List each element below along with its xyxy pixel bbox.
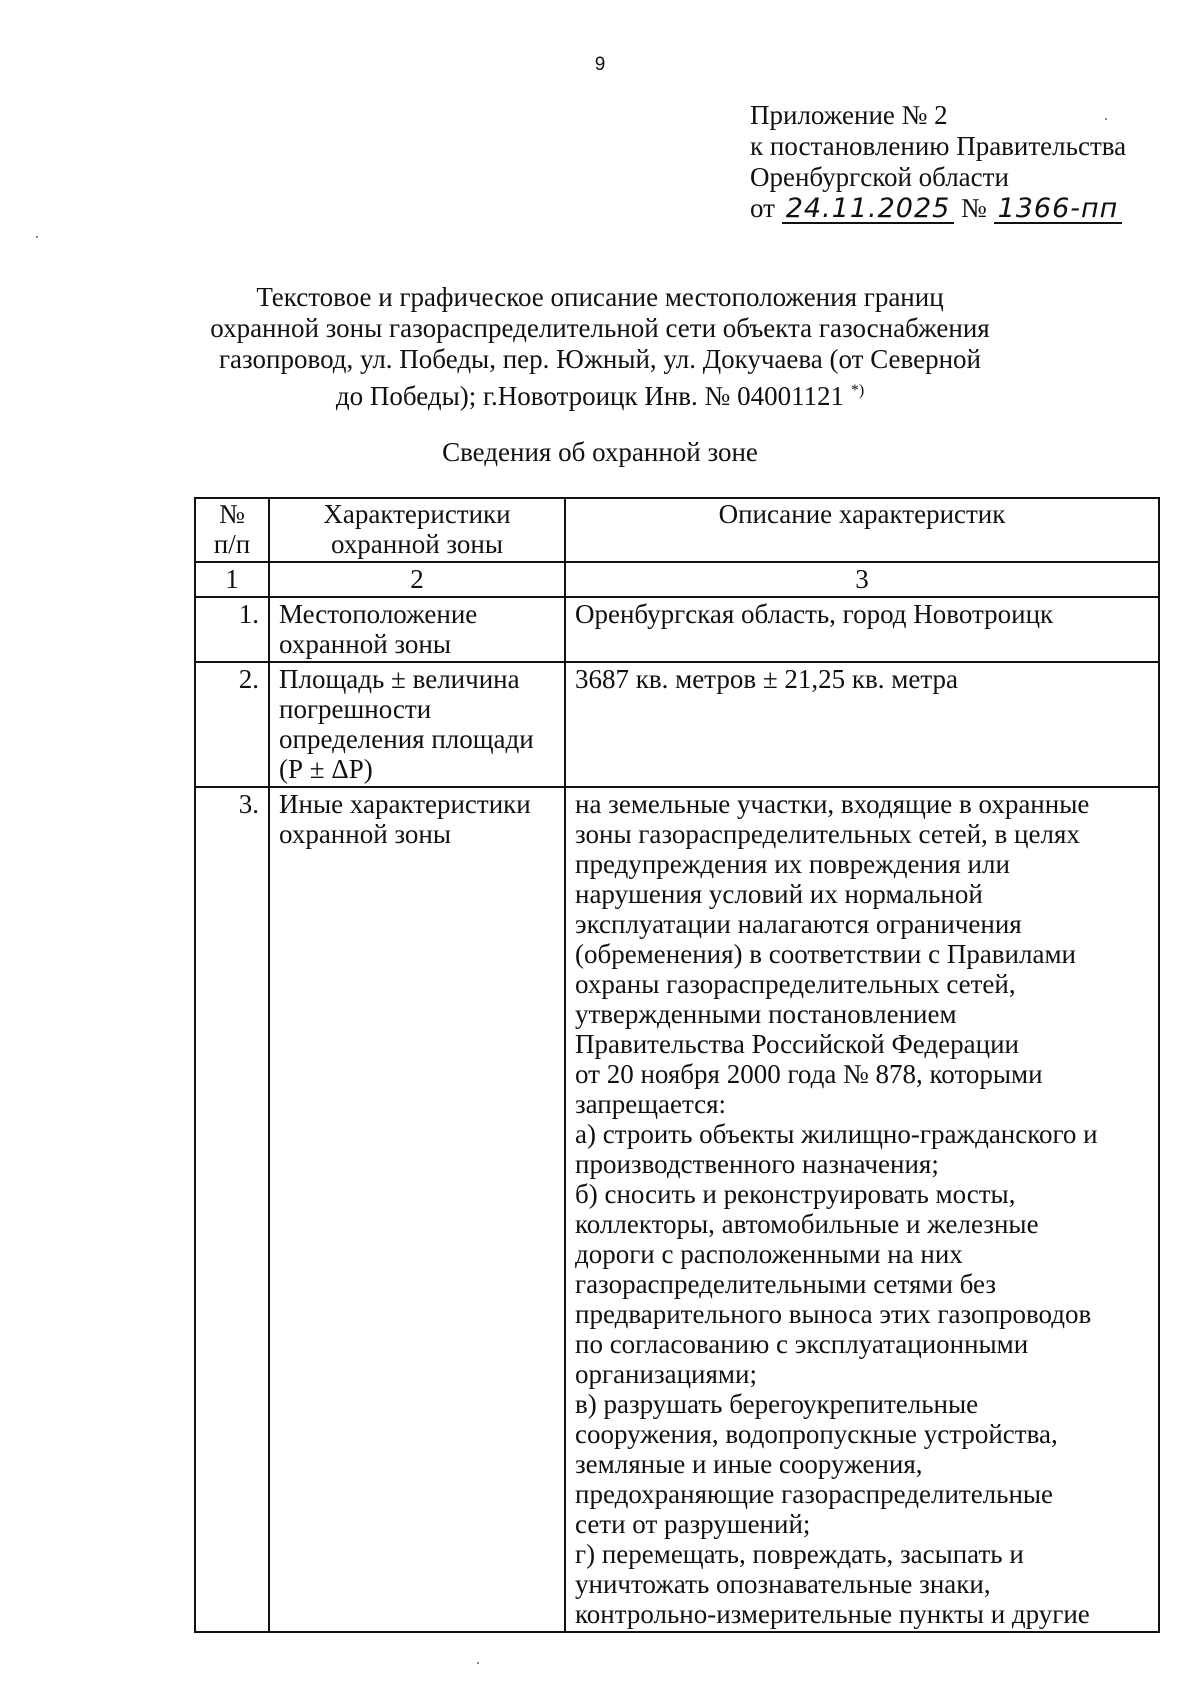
handwritten-date: 24.11.2025 (785, 193, 951, 224)
title-line-1: Текстовое и графическое описание местоположения границ (256, 282, 944, 312)
document-title (0, 282, 1200, 412)
description-line: а) строить объекты жилищно-гражданского и (575, 1119, 1098, 1149)
appendix-from-label: от (750, 193, 775, 223)
column-number-3: 3 (565, 562, 1159, 597)
appendix-block (750, 100, 1126, 224)
scan-speck (477, 1662, 479, 1664)
description-line: производственного назначения; (575, 1149, 939, 1179)
header-number (195, 498, 269, 562)
characteristic-line: определения площади (279, 724, 534, 754)
description-line: зоны газораспределительных сетей, в целях (575, 819, 1080, 849)
appendix-line-2: к постановлению Правительства (750, 131, 1127, 161)
appendix-number-label: № (961, 193, 987, 223)
scan-speck (1105, 118, 1107, 120)
characteristic-line: Площадь ± величина (279, 664, 520, 694)
section-title: Сведения об охранной зоне (442, 437, 758, 467)
description-line: на земельные участки, входящие в охранные (575, 789, 1090, 819)
column-number-2: 2 (269, 562, 565, 597)
appendix-line-1: Приложение № 2 (750, 100, 948, 130)
title-line-4: до Победы); г.Новотроицк Инв. № 04001121 (335, 381, 845, 411)
header-number-line-1: № (219, 499, 245, 529)
column-number-1: 1 (195, 562, 269, 597)
description-line: 3687 кв. метров ± 21,25 кв. метра (575, 664, 958, 694)
description-line: б) сносить и реконструировать мосты, (575, 1179, 1016, 1209)
column-number-row (195, 562, 1159, 597)
description-line: Правительства Российской Федерации (575, 1029, 1019, 1059)
description-line: охраны газораспределительных сетей, (575, 969, 1016, 999)
handwritten-date-field (782, 195, 955, 224)
appendix-line-3: Оренбургской области (750, 162, 1009, 192)
page-number: 9 (594, 54, 606, 75)
description-line: эксплуатации налагаются ограничения (575, 909, 1022, 939)
description-line: контрольно-измерительные пункты и другие (575, 1599, 1090, 1629)
characteristic-line: Местоположение (279, 599, 478, 629)
description-line: предварительного выноса этих газопроводов (575, 1299, 1092, 1329)
description-line: по согласованию с эксплуатационными (575, 1329, 1029, 1359)
header-characteristic-line-1: Характеристики (323, 499, 511, 529)
description-line: предохраняющие газораспределительные (575, 1479, 1054, 1509)
row-description (565, 597, 1159, 662)
characteristic-line: Иные характеристики (279, 789, 531, 819)
row-description (565, 787, 1159, 1632)
row-number: 2. (195, 662, 269, 787)
description-line: организациями; (575, 1359, 757, 1389)
protection-zone-table (194, 497, 1160, 1633)
table-row (195, 662, 1159, 787)
row-number: 3. (195, 787, 269, 1632)
header-characteristic-line-2: охранной зоны (330, 529, 503, 559)
row-characteristic (269, 787, 565, 1632)
description-line: Оренбургская область, город Новотроицк (575, 599, 1054, 629)
characteristic-line: (Р ± ΔР) (279, 754, 373, 784)
header-characteristic (269, 498, 565, 562)
header-number-line-2: п/п (213, 529, 251, 559)
description-line: нарушения условий их нормальной (575, 879, 983, 909)
row-characteristic (269, 662, 565, 787)
description-line: уничтожать опознавательные знаки, (575, 1569, 991, 1599)
scan-speck (36, 236, 38, 238)
description-line: запрещается: (575, 1089, 727, 1119)
description-line: г) перемещать, повреждать, засыпать и (575, 1539, 1024, 1569)
row-number: 1. (195, 597, 269, 662)
characteristic-line: охранной зоны (279, 819, 452, 849)
description-line: сети от разрушений; (575, 1509, 811, 1539)
description-line: сооружения, водопропускные устройства, (575, 1419, 1058, 1449)
table-row (195, 597, 1159, 662)
handwritten-number: 1366-пп (997, 193, 1119, 224)
description-line: коллекторы, автомобильные и железные (575, 1209, 1039, 1239)
description-line: дороги с расположенными на них (575, 1239, 963, 1269)
row-description (565, 662, 1159, 787)
table-header-row (195, 498, 1159, 562)
title-line-2: охранной зоны газораспределительной сети объекта газоснабжения (210, 313, 990, 343)
description-line: земляные и иные сооружения, (575, 1449, 923, 1479)
table-row (195, 787, 1159, 1632)
description-line: (обременения) в соответствии с Правилами (575, 939, 1076, 969)
header-description: Описание характеристик (565, 498, 1159, 562)
characteristic-line: погрешности (279, 694, 432, 724)
description-line: газораспределительными сетями без (575, 1269, 997, 1299)
title-line-3: газопровод, ул. Победы, пер. Южный, ул. Докучаева (от Северной (218, 344, 981, 374)
description-line: от 20 ноября 2000 года № 878, которыми (575, 1059, 1043, 1089)
description-line: предупреждения их повреждения или (575, 849, 1010, 879)
characteristic-line: охранной зоны (279, 629, 452, 659)
footnote-mark: *) (850, 382, 865, 399)
description-line: утвержденными постановлением (575, 999, 957, 1029)
appendix-date-line (750, 193, 1126, 224)
description-line: в) разрушать берегоукрепительные (575, 1389, 979, 1419)
row-characteristic (269, 597, 565, 662)
handwritten-number-field (994, 195, 1123, 224)
title-line-4-wrap (0, 375, 1200, 412)
